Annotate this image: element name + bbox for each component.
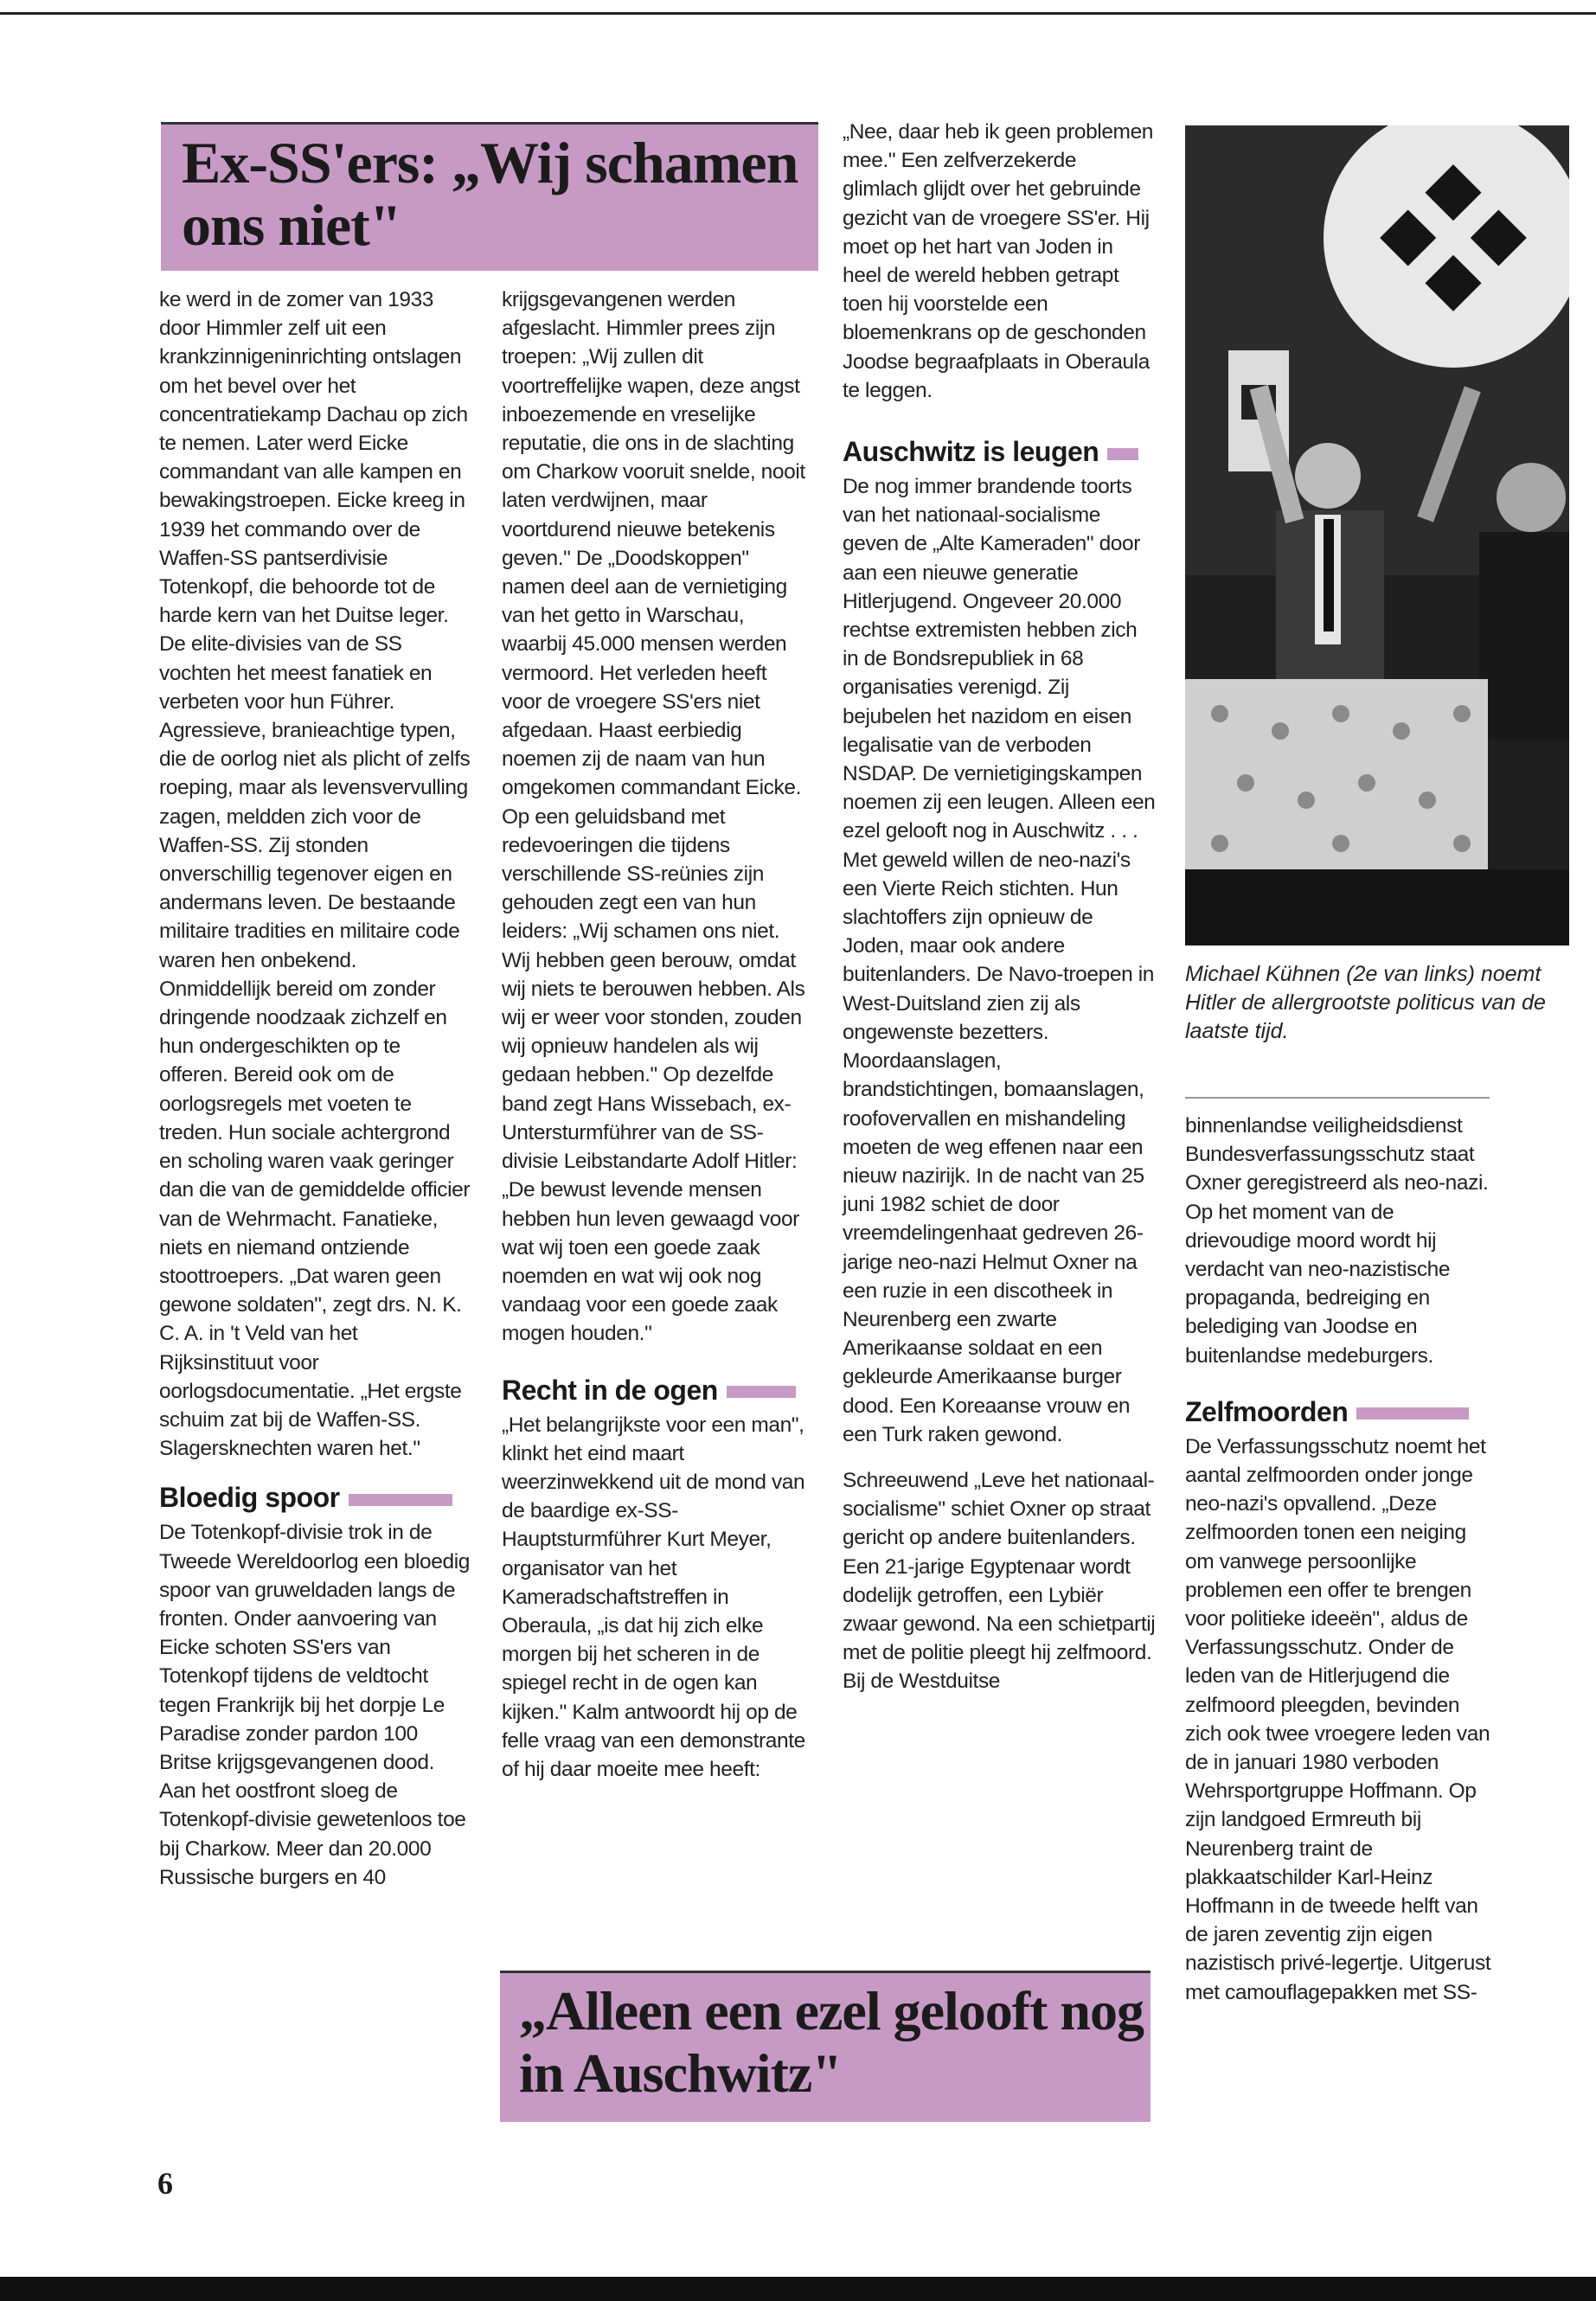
subhead-bloedig-spoor: Bloedig spoor [159, 1480, 472, 1515]
subhead-recht-in-de-ogen: Recht in de ogen [502, 1373, 811, 1407]
pull-quote-box [500, 1971, 1151, 2122]
col3-paragraph-3: Schreeuwend „Leve het nationaal-socialisme" schiet Oxner op straat gericht op andere buitenlanders. Een 21-jarige Egyptenaar wordt dodelijk getroffen, een Lybiër zwaar gewond. Na een schietpartij met de politie pleegt hij zelfmoord. Bij de Westduitse [843, 1468, 1156, 1694]
column-4 [1185, 1112, 1498, 2007]
top-rule [0, 12, 1596, 15]
page-number: 6 [157, 2166, 173, 2201]
photo-caption: Michael Kühnen (2e van links) noemt Hitler de allergrootste politicus van de laatste tijd. [1185, 962, 1546, 1043]
col1-paragraph-1: ke werd in de zomer van 1933 door Himmler zelf uit een krankzinnigeninrichting ontslagen om het bevel over het concentratiekamp Dachau op zich te nemen. Later werd Eicke commandant van alle kampen en bewakingstroepen. Eicke kreeg in 1939 het commando over de Waffen-SS pantserdivisie Totenkopf, die behoorde tot de harde kern van het Duitse leger. De elite-divisies van de SS vochten het meest fanatiek en verbeten voor hun Führer. Agressieve, branieachtige typen, die de oorlog niet als plicht of zelfs roeping, maar als levensvervulling zagen, meldden zich voor de Waffen-SS. Zij stonden onverschillig tegenover eigen en andermans leven. De bestaande militaire tradities en militaire code waren hen onbekend. Onmiddellijk bereid om zonder dringende noodzaak zichzelf en hun ondergeschikten op te offeren. Bereid ook om de oorlogsregels met voeten te treden. Hun sociale achtergrond en scholing waren vaak geringer dan die van de gemiddelde officier van de Wehrmacht. Fanatieke, niets en niemand ontziende stoottroepers. „Dat waren geen gewone soldaten", zegt drs. N. K. C. A. in 't Veld van het Rijksinstituut voor oorlogsdocumentatie. „Het ergste schuim zat bij de Waffen-SS. Slagersknechten waren het." [159, 288, 471, 1461]
caption-rule [1185, 1097, 1490, 1099]
column-3 [843, 118, 1156, 1696]
photo-rally [1185, 125, 1569, 945]
col3-paragraph-1: „Nee, daar heb ik geen problemen mee." Een zelfverzekerde glimlach glijdt over het gebruinde gezicht van de vroegere SS'er. Hij moet op het hart van Joden in heel de wereld hebben getrapt toen hij voorstelde een bloemenkrans op de geschonden Joodse begraafplaats in Oberaula te leggen. [843, 120, 1154, 402]
column-2 [502, 285, 811, 1784]
col2-paragraph-2: „Het belangrijkste voor een man", klinkt het eind maart weerzinwekkend uit de mond van de baardige ex-SS-Hauptsturmführer Kurt Meyer, organisator van het Kameradschaftstreffen in Oberaula, „is dat hij zich elke morgen bij het scheren in de spiegel recht in de ogen kan kijken." Kalm antwoordt hij op de felle vraag van een demonstrante of hij daar moeite mee heeft: [502, 1413, 805, 1781]
subhead-zelfmoorden: Zelfmoorden [1185, 1394, 1498, 1429]
col3-paragraph-2: De nog immer brandende toorts van het nationaal-socialisme geven de „Alte Kameraden" door aan een nieuwe generatie Hitlerjugend. Ongeveer 20.000 rechtse extremisten hebben zich in de Bondsrepubliek in 68 organisaties verenigd. Zij bejubelen het nazidom en eisen legalisatie van de verboden NSDAP. De vernietigingskampen noemen zij een leugen. Alleen een ezel gelooft nog in Auschwitz . . . Met geweld willen de neo-nazi's een Vierte Reich stichten. Hun slachtoffers zijn opnieuw de Joden, maar ook andere buitenlanders. De Navo-troepen in West-Duitsland zien zij als ongewenste bezetters. Moordaanslagen, brandstichtingen, bomaanslagen, roofovervallen en mishandeling moeten de weg effenen naar een nieuw nazirijk. In de nacht van 25 juni 1982 schiet de door vreemdelingenhaat gedreven 26-jarige neo-nazi Helmut Oxner na een ruzie in een discotheek in Neurenberg een zwarte Amerikaanse soldaat en een gekleurde Amerikaanse burger dood. Een Koreaanse vrouw en een Turk raken gewond. [843, 475, 1156, 1446]
col1-paragraph-2: De Totenkopf-divisie trok in de Tweede Wereldoorlog een bloedig spoor van gruweldaden langs de fronten. Onder aanvoering van Eicke schoten SS'ers van Totenkopf tijdens de veldtocht tegen Frankrijk bij het dorpje Le Paradise zonder pardon 100 Britse krijgsgevangenen dood. Aan het oostfront sloeg de Totenkopf-divisie gewetenloos toe bij Charkow. Meer dan 20.000 Russische burgers en 40 [159, 1521, 470, 1889]
headline-box [161, 122, 818, 271]
col4-paragraph-2: De Verfassungsschutz noemt het aantal zelfmoorden onder jonge neo-nazi's opvallend. „Deze zelfmoorden tonen een neiging om vanwege persoonlijke problemen een offer te brengen voor politieke ideeën", aldus de Verfassungsschutz. Onder de leden van de Hitlerjugend die zelfmoord pleegden, bevinden zich ook twee vroegere leden van de in januari 1980 verboden Wehrsportgruppe Hoffmann. Op zijn landgoed Ermreuth bij Neurenberg traint de plakkaatschilder Karl-Heinz Hoffmann in de tweede helft van de jaren zeventig zijn eigen nazistisch privé-legertje. Uitgerust met camouflagepakken met SS- [1185, 1434, 1491, 2004]
subhead-auschwitz-is-leugen: Auschwitz is leugen [843, 434, 1156, 469]
col2-paragraph-1: krijgsgevangenen werden afgeslacht. Himmler prees zijn troepen: „Wij zullen dit voortreffelijke wapen, deze angst inboezemende en vreselijke reputatie, die ons in de slachting om Charkow vooruit snelde, nooit laten verdwijnen, maar voortdurend nieuwe betekenis geven." De „Doodskoppen" namen deel aan de vernietiging van het getto in Warschau, waarbij 45.000 mensen werden vermoord. Het verleden heeft voor de vroegere SS'ers niet afgedaan. Haast eerbiedig noemen zij de naam van hun omgekomen commandant Eicke. Op een geluidsband met redevoeringen die tijdens verschillende SS-reünies zijn gehouden zegt een van hun leiders: „Wij schamen ons niet. Wij hebben geen berouw, omdat wij niets te berouwen hebben. Als wij er weer voor stonden, zouden wij opnieuw handelen als wij gedaan hebben." Op dezelfde band zegt Hans Wissebach, ex-Untersturmführer van de SS-divisie Leibstandarte Adolf Hitler: „De bewust levende mensen hebben hun leven gewaagd voor wat wij toen een goede zaak noemden en wat wij ook nog vandaag voor een goede zaak mogen houden." [502, 288, 805, 1346]
column-1 [159, 285, 472, 1892]
bottom-rule [0, 2277, 1596, 2301]
headline: Ex-SS'ers: „Wij schamen ons niet" [182, 130, 798, 258]
rally-photo-illustration [1185, 125, 1569, 945]
pull-quote: „Alleen een ezel gelooft nog in Auschwitz" [519, 1980, 1144, 2104]
col4-paragraph-1: binnenlandse veiligheidsdienst Bundesverfassungsschutz staat Oxner geregistreerd als neo-nazi. Op het moment van de drievoudige moord wordt hij verdacht van neo-nazistische propaganda, bedreiging en belediging van Joodse en buitenlandse medeburgers. [1185, 1114, 1489, 1368]
